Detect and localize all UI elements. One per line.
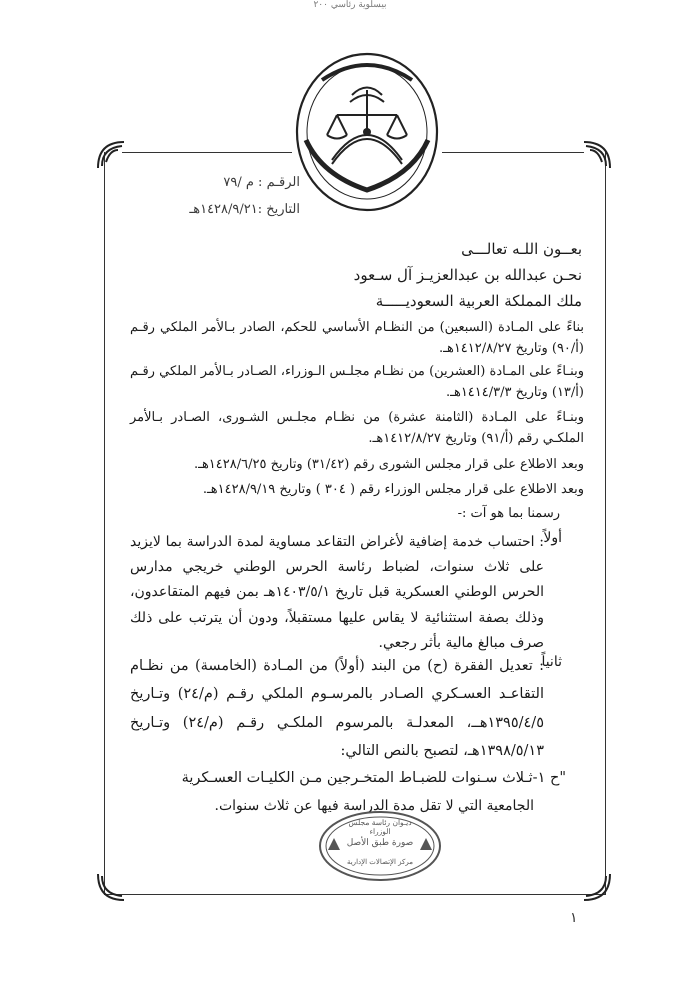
page-number: ١ bbox=[570, 910, 578, 926]
clause-label: أولاً bbox=[543, 530, 562, 546]
preamble-paragraph: وبعد الاطلاع على قرار مجلس الوزراء رقم ( ٣٠٤ ) وتاريخ ١٤٢٨/٩/١٩هـ. bbox=[202, 482, 584, 497]
stamp-line: صورة طبق الأصل bbox=[346, 838, 414, 848]
stamp-line: مركز الإتصالات الإدارية bbox=[346, 858, 413, 866]
king-name: نحـن عبدالله بن عبدالعزيـز آل سـعود bbox=[353, 266, 582, 284]
preamble-paragraph: وبنـاءً على المـادة (الثامنة عشرة) من نظـام مجلـس الشـورى، الصـادر بـالأمر الملكـي رقم (أ/٩١) وتاريخ ١٤١٢/٨/٢٧هـ. bbox=[130, 410, 584, 446]
amendment-quote-line: "ح ١-ثـلاث سـنوات للضبـاط المتخـرجين مـن الكليـات العسـكرية bbox=[181, 770, 566, 786]
reference-number: الرقـم : م /٧٩ bbox=[223, 175, 300, 190]
corner-ornament-icon bbox=[582, 140, 612, 170]
frame-top-right-rule bbox=[442, 152, 584, 153]
clause-text: : تعديل الفقرة (ح) من البند (أولاً) من المـادة (الخامسة) من نظـام التقاعـد العسـكري الصـادر بالمرسـوم الملكي رقـم (م/٢٤) وتـاريخ ١٣٩٥/٤/٥هــ، المعدلـة بالمرسوم الملكـي رقـم (م/٢٤) وتـاريخ ١٣٩٨/٥/١٣هـ، لتصبح بالنص التالي: bbox=[130, 658, 544, 759]
corner-ornament-icon bbox=[96, 140, 126, 170]
stamp-line: ديـوان رئاسة مجلس الوزراء bbox=[348, 818, 412, 836]
decree-phrase: رسمنا بما هو آت :- bbox=[457, 506, 560, 521]
amendment-quote-line: الجامعية التي لا تقل مدة الدراسة فيها عن ثلاث سنوات. bbox=[214, 798, 534, 814]
king-title: ملك المملكة العربية السعوديـــــة bbox=[375, 292, 582, 310]
invocation: بعــون اللـه تعالـــى bbox=[461, 240, 582, 258]
corner-ornament-icon bbox=[96, 872, 126, 902]
clause-label: ثانياً bbox=[541, 654, 562, 670]
preamble-paragraph: وبنـاءً على المـادة (العشرين) من نظـام مجلـس الـوزراء، الصـادر بـالأمر الملكي رقـم (أ/١٣) وتاريخ ١٤١٤/٣/٣هـ. bbox=[130, 364, 584, 400]
preamble-paragraph: وبعد الاطلاع على قرار مجلس الشورى رقم (٣١/٤٢) وتاريخ ١٤٢٨/٦/٢٥هـ. bbox=[194, 457, 584, 472]
top-header-text: بيسلوية رئاسي ٢٠٠ bbox=[313, 0, 387, 10]
clause-text: : احتساب خدمة إضافية لأغراض التقاعد مساوية لمدة الدراسة بما لايزيد على ثلاث سنوات، لضباط رئاسة الحرس الوطني خريجي مدارس الحرس الوطني العسكرية قبل تاريخ ١٤٠٣/٥/١هـ بمن فيهم المتقاعدون، وذلك بصفة استثنائية لا يقاس عليها مستقبلاً، ودون أن يترتب على ذلك صرف مبالغ مالية بأثر رجعي. bbox=[130, 534, 544, 651]
official-stamp bbox=[318, 810, 442, 882]
corner-ornament-icon bbox=[582, 872, 612, 902]
frame-top-left-rule bbox=[122, 152, 292, 153]
preamble-paragraph: بناءً على المـادة (السبعين) من النظـام الأساسي للحكم، الصادر بـالأمر الملكي رقـم (أ/٩٠) وتاريخ ١٤١٢/٨/٢٧هـ. bbox=[130, 320, 584, 356]
reference-date: التاريخ :١٤٢٨/٩/٢١هـ bbox=[189, 202, 300, 217]
